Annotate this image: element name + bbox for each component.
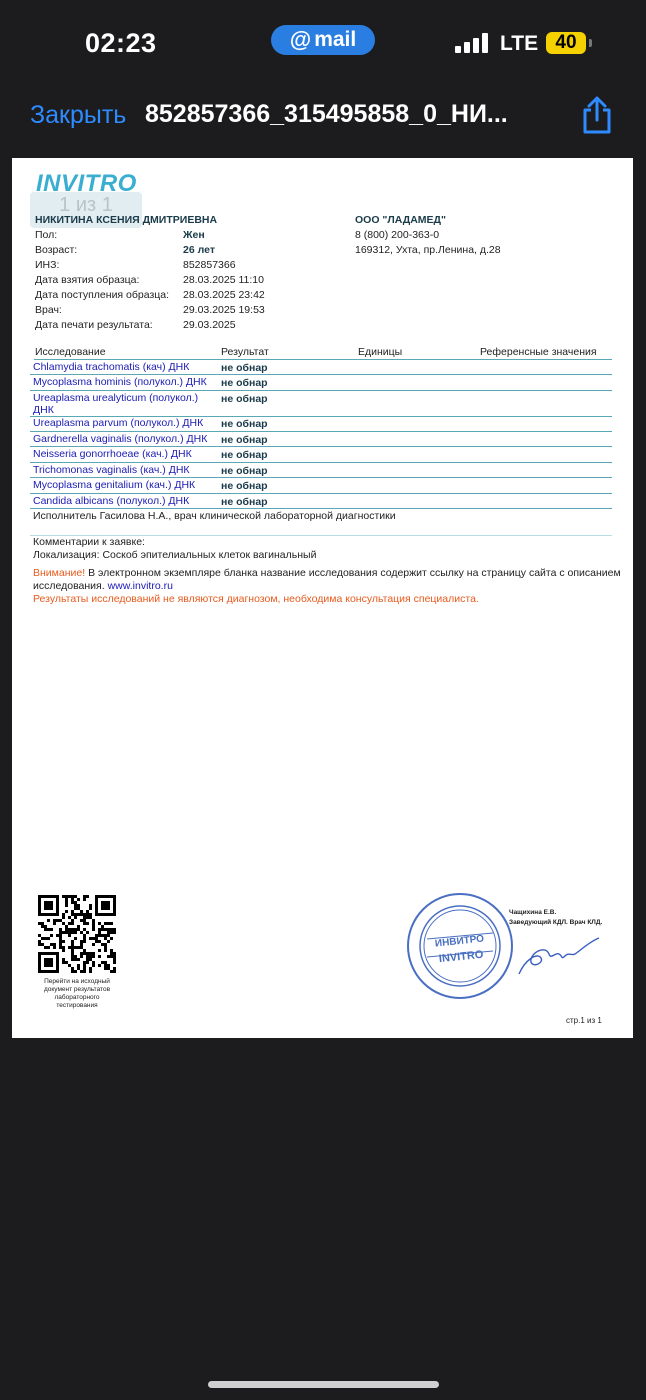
document-title: 852857366_315495858_0_НИ... xyxy=(145,100,508,128)
field-value: 29.03.2025 xyxy=(183,319,236,331)
field-label: Возраст: xyxy=(35,244,78,256)
column-header-reference: Референсные значения xyxy=(480,346,597,358)
field-label: Дата печати результата: xyxy=(35,319,153,331)
row-divider xyxy=(30,446,612,447)
field-label: Пол: xyxy=(35,229,58,241)
column-header-units: Единицы xyxy=(358,346,403,358)
battery-tip xyxy=(589,39,592,47)
qr-caption-line: Перейти на исходный xyxy=(44,978,110,985)
document-page xyxy=(12,158,633,1038)
signer-title: Заведующий КДЛ. Врач КЛД. xyxy=(509,919,603,926)
row-divider xyxy=(30,374,612,375)
field-label: ИНЗ: xyxy=(35,259,60,271)
row-divider xyxy=(30,493,612,494)
qr-caption xyxy=(34,978,120,1010)
field-value: 28.03.2025 23:42 xyxy=(183,289,265,301)
page-number: стр.1 из 1 xyxy=(566,1016,602,1025)
mail-app-pill[interactable] xyxy=(271,25,375,55)
warning-label: Внимание! xyxy=(33,567,86,579)
table-row-test[interactable]: Chlamydia trachomatis (кач) ДНК xyxy=(33,361,190,373)
field-value: 26 лет xyxy=(183,244,215,256)
row-divider xyxy=(30,431,612,432)
lab-phone: 8 (800) 200-363-0 xyxy=(355,229,440,241)
share-icon[interactable] xyxy=(580,95,614,135)
stamp-text-latin: INVITRO xyxy=(438,948,484,966)
column-header-result: Результат xyxy=(221,346,269,358)
patient-name: НИКИТИНА КСЕНИЯ ДМИТРИЕВНА xyxy=(35,214,218,226)
row-divider xyxy=(30,390,612,391)
signer-name: Чащихина Е.В. xyxy=(509,909,557,916)
field-label: Дата поступления образца: xyxy=(35,289,170,301)
battery-icon: 40 xyxy=(546,32,586,54)
field-label: Дата взятия образца: xyxy=(35,274,140,286)
table-row-result: не обнар xyxy=(221,362,268,374)
field-value: Жен xyxy=(183,229,205,241)
warning-line-2 xyxy=(33,580,173,593)
website-link[interactable]: www.invitro.ru xyxy=(107,580,173,592)
network-type: LTE xyxy=(500,32,539,55)
nav-bar xyxy=(0,90,646,140)
table-row-test[interactable]: Ureaplasma parvum (полукол.) ДНК xyxy=(33,417,204,429)
status-bar xyxy=(0,0,646,80)
table-row-result: не обнар xyxy=(221,393,268,405)
localization: Локализация: Соскоб эпителиальных клеток вагинальный xyxy=(33,549,317,561)
qr-caption-line: документ результатов xyxy=(43,986,111,993)
field-label: Врач: xyxy=(35,304,62,316)
table-row-test[interactable]: Trichomonas vaginalis (кач.) ДНК xyxy=(33,464,190,476)
lab-name: ООО "ЛАДАМЕД" xyxy=(355,214,447,226)
at-icon: @ xyxy=(289,27,312,52)
stamp-text: ИНВИТРО xyxy=(434,933,485,950)
clock: 02:23 xyxy=(85,28,157,58)
column-header-test: Исследование xyxy=(35,346,106,358)
table-row-result: не обнар xyxy=(221,434,268,446)
table-row-result: не обнар xyxy=(221,377,268,389)
row-divider xyxy=(30,508,612,509)
lab-address: 169312, Ухта, пр.Ленина, д.28 xyxy=(355,244,501,256)
field-value: 29.03.2025 19:53 xyxy=(183,304,265,316)
table-row-test-cont[interactable]: ДНК xyxy=(33,404,54,416)
qr-code-icon[interactable] xyxy=(38,895,116,973)
table-row-result: не обнар xyxy=(221,465,268,477)
table-row-result: не обнар xyxy=(221,449,268,461)
close-button[interactable]: Закрыть xyxy=(30,101,127,129)
field-value: 852857366 xyxy=(183,259,236,271)
table-row-test[interactable]: Mycoplasma hominis (полукол.) ДНК xyxy=(33,376,207,388)
warning-line xyxy=(33,567,621,580)
table-row-result: не обнар xyxy=(221,418,268,430)
warning-text-2: исследования. xyxy=(33,580,108,592)
home-indicator[interactable] xyxy=(208,1381,439,1388)
field-value: 28.03.2025 11:10 xyxy=(183,274,264,286)
table-row-result: не обнар xyxy=(221,480,268,492)
mail-pill-label: mail xyxy=(314,28,357,51)
lab-stamp xyxy=(405,891,515,1001)
warning-text: В электронном экземпляре бланка название исследования содержит ссылку на страницу сайта с описанием xyxy=(85,567,621,579)
disclaimer: Результаты исследований не являются диагнозом, необходима консультация специалиста. xyxy=(33,593,479,605)
invitro-logo: INVITRO xyxy=(36,170,137,197)
table-row-test[interactable]: Gardnerella vaginalis (полукол.) ДНК xyxy=(33,433,208,445)
signature xyxy=(515,930,605,978)
table-row-test[interactable]: Neisseria gonorrhoeae (кач.) ДНК xyxy=(33,448,192,460)
performer: Исполнитель Гасилова Н.А., врач клинической лабораторной диагностики xyxy=(33,510,396,522)
table-row-test[interactable]: Candida albicans (полукол.) ДНК xyxy=(33,495,190,507)
page-indicator: 1 из 1 xyxy=(30,192,142,228)
row-divider xyxy=(30,477,612,478)
signal-icon xyxy=(455,33,489,53)
table-row-test[interactable]: Mycoplasma genitalium (кач.) ДНК xyxy=(33,479,196,491)
table-row-result: не обнар xyxy=(221,496,268,508)
table-header-divider xyxy=(34,359,612,360)
qr-caption-line: лабораторного тестирования xyxy=(54,994,100,1009)
row-divider xyxy=(30,462,612,463)
table-row-test[interactable]: Ureaplasma urealyticum (полукол.) xyxy=(33,392,199,404)
comments-label: Комментарии к заявке: xyxy=(33,536,145,548)
